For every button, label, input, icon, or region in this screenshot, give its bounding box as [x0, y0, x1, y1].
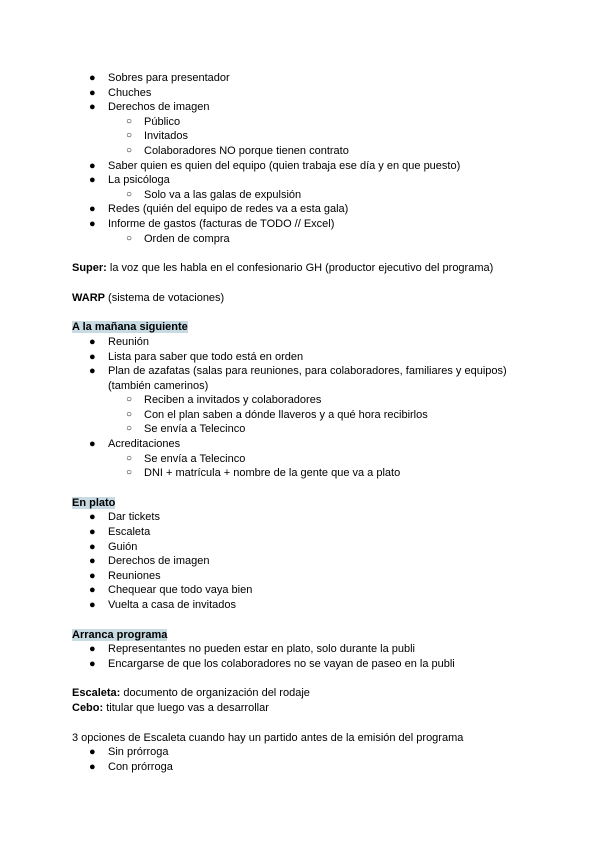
- bullet-icon: ●: [89, 657, 96, 670]
- list-item: [108, 452, 532, 467]
- sub-bullet-icon: ○: [126, 467, 133, 479]
- list-item: [72, 657, 532, 672]
- list-item: [72, 642, 532, 657]
- bullet-icon: ●: [89, 599, 96, 611]
- opciones-bullet-list: [72, 745, 532, 774]
- list-item: [72, 159, 532, 174]
- list-item: [108, 232, 532, 247]
- list-item-text: Representantes no pueden estar en plato, solo durante la publi: [108, 643, 415, 656]
- warp-definition: [72, 291, 532, 306]
- section-heading-manana: A la mañana siguiente: [72, 321, 188, 334]
- list-item-text: Sin prórroga: [108, 746, 169, 759]
- list-item: [72, 100, 532, 158]
- escaleta-text: documento de organización del rodaje: [120, 687, 310, 700]
- list-item: [108, 129, 532, 144]
- list-item: [72, 217, 532, 246]
- list-item-text: Vuelta a casa de invitados: [108, 599, 237, 611]
- list-item-text: Lista para saber que todo está en orden: [108, 350, 304, 363]
- bullet-icon: ●: [89, 72, 96, 84]
- list-item: [72, 86, 532, 101]
- bullet-icon: ●: [89, 540, 96, 553]
- bullet-icon: ●: [89, 159, 96, 172]
- super-term: Super:: [72, 262, 107, 275]
- bullet-icon: ●: [89, 555, 96, 568]
- sub-bullet-icon: ○: [126, 115, 133, 127]
- list-item-text: Saber quien es quien del equipo (quien trabaja ese día y en que puesto): [108, 159, 461, 172]
- sub-bullet-icon: ○: [126, 408, 133, 420]
- sub-bullet-icon: ○: [126, 232, 133, 244]
- list-item-text: Dar tickets: [108, 511, 160, 524]
- cebo-text: titular que luego vas a desarrollar: [103, 701, 269, 714]
- list-item-text: Reuniones: [108, 569, 161, 582]
- bullet-icon: ●: [89, 174, 96, 187]
- bullet-icon: ●: [89, 526, 96, 539]
- bullet-icon: ●: [89, 584, 96, 597]
- list-item: [72, 350, 532, 365]
- list-item-text: Se envía a Telecinco: [144, 423, 246, 436]
- document-content: [72, 71, 532, 774]
- list-item: [108, 144, 532, 159]
- cebo-definition: [72, 701, 532, 716]
- cebo-term: Cebo:: [72, 701, 104, 714]
- bullet-icon: ●: [89, 643, 96, 656]
- list-item-text: Chuches: [108, 86, 152, 99]
- list-item-text: Solo va a las galas de expulsión: [144, 188, 302, 201]
- super-definition: [72, 261, 532, 276]
- list-item-text: Encargarse de que los colaboradores no se vayan de paseo en la publi: [108, 657, 455, 670]
- list-item-text: Derechos de imagen: [108, 555, 210, 568]
- list-item: [108, 393, 532, 408]
- list-item: [72, 364, 532, 437]
- list-item-text: La psicóloga: [108, 174, 170, 187]
- list-item: [72, 525, 532, 540]
- list-item-text: Guión: [108, 540, 138, 553]
- list-item-text: Con el plan saben a dónde llaveros y a qué hora recibirlos: [144, 408, 428, 421]
- bullet-icon: ●: [89, 217, 96, 230]
- plato-bullet-list: [72, 510, 532, 612]
- list-item: [108, 466, 532, 481]
- list-item: [72, 437, 532, 481]
- list-item-text: Reunión: [108, 335, 149, 348]
- bullet-icon: ●: [89, 746, 96, 759]
- list-item-text: Colaboradores NO porque tienen contrato: [144, 144, 349, 157]
- list-item: [108, 115, 532, 130]
- warp-term: WARP: [72, 291, 105, 304]
- list-item-text: Público: [144, 115, 181, 128]
- bullet-icon: ●: [89, 511, 96, 524]
- list-item: [108, 422, 532, 437]
- bullet-icon: ●: [89, 760, 96, 773]
- list-item-text: Redes (quién del equipo de redes va a esta gala): [108, 203, 349, 216]
- super-text: la voz que les habla en el confesionario GH (productor ejecutivo del programa): [106, 262, 494, 275]
- list-item: [72, 760, 532, 775]
- warp-text: (sistema de votaciones): [105, 291, 225, 304]
- bullet-icon: ●: [89, 438, 96, 451]
- sub-list: [108, 232, 532, 247]
- list-item-text: DNI + matrícula + nombre de la gente que va a plato: [144, 467, 401, 480]
- sub-bullet-icon: ○: [126, 394, 133, 406]
- bullet-icon: ●: [89, 365, 96, 378]
- sub-bullet-icon: ○: [126, 188, 133, 200]
- list-item-text: Derechos de imagen: [108, 101, 210, 114]
- sub-list: [108, 115, 532, 159]
- bullet-icon: ●: [89, 203, 96, 216]
- list-item-text: Plan de azafatas (salas para reuniones, para colaboradores, familiares y equipos) (también camerinos): [108, 365, 507, 392]
- sub-list: [108, 393, 532, 437]
- list-item-text: Chequear que todo vaya bien: [108, 584, 253, 597]
- list-item-text: Reciben a invitados y colaboradores: [144, 394, 322, 407]
- list-item-text: Con prórroga: [108, 760, 173, 773]
- list-item: [72, 71, 532, 86]
- list-item-text: Acreditaciones: [108, 438, 181, 451]
- list-item: [108, 408, 532, 423]
- list-item: [72, 583, 532, 598]
- bullet-icon: ●: [89, 335, 96, 348]
- list-item-text: Informe de gastos (facturas de TODO // Excel): [108, 217, 335, 230]
- sub-bullet-icon: ○: [126, 423, 133, 435]
- bullet-icon: ●: [89, 86, 96, 99]
- escaleta-definition: [72, 686, 532, 701]
- list-item: [72, 510, 532, 525]
- list-item: [72, 598, 532, 613]
- list-item-text: Se envía a Telecinco: [144, 452, 246, 465]
- list-item: [72, 745, 532, 760]
- list-item: [72, 554, 532, 569]
- sub-bullet-icon: ○: [126, 452, 133, 464]
- arranca-bullet-list: [72, 642, 532, 671]
- list-item-text: Sobres para presentador: [108, 72, 230, 84]
- opciones-intro: 3 opciones de Escaleta cuando hay un partido antes de la emisión del programa: [72, 731, 464, 744]
- list-item-text: Invitados: [144, 130, 189, 143]
- list-item: [72, 335, 532, 350]
- bullet-icon: ●: [89, 101, 96, 114]
- list-item: [72, 173, 532, 202]
- sub-bullet-icon: ○: [126, 144, 133, 156]
- top-bullet-list: [72, 71, 532, 246]
- sub-list: [108, 452, 532, 481]
- escaleta-term: Escaleta:: [72, 687, 121, 700]
- sub-list: [108, 188, 532, 203]
- bullet-icon: ●: [89, 569, 96, 582]
- list-item-text: Escaleta: [108, 526, 151, 539]
- list-item: [72, 202, 532, 217]
- list-item: [72, 540, 532, 555]
- manana-bullet-list: [72, 335, 532, 481]
- sub-bullet-icon: ○: [126, 130, 133, 142]
- list-item-text: Orden de compra: [144, 232, 230, 245]
- bullet-icon: ●: [89, 350, 96, 363]
- section-heading-plato: En plato: [72, 496, 116, 509]
- list-item: [72, 569, 532, 584]
- list-item: [108, 188, 532, 203]
- section-heading-arranca: Arranca programa: [72, 628, 168, 641]
